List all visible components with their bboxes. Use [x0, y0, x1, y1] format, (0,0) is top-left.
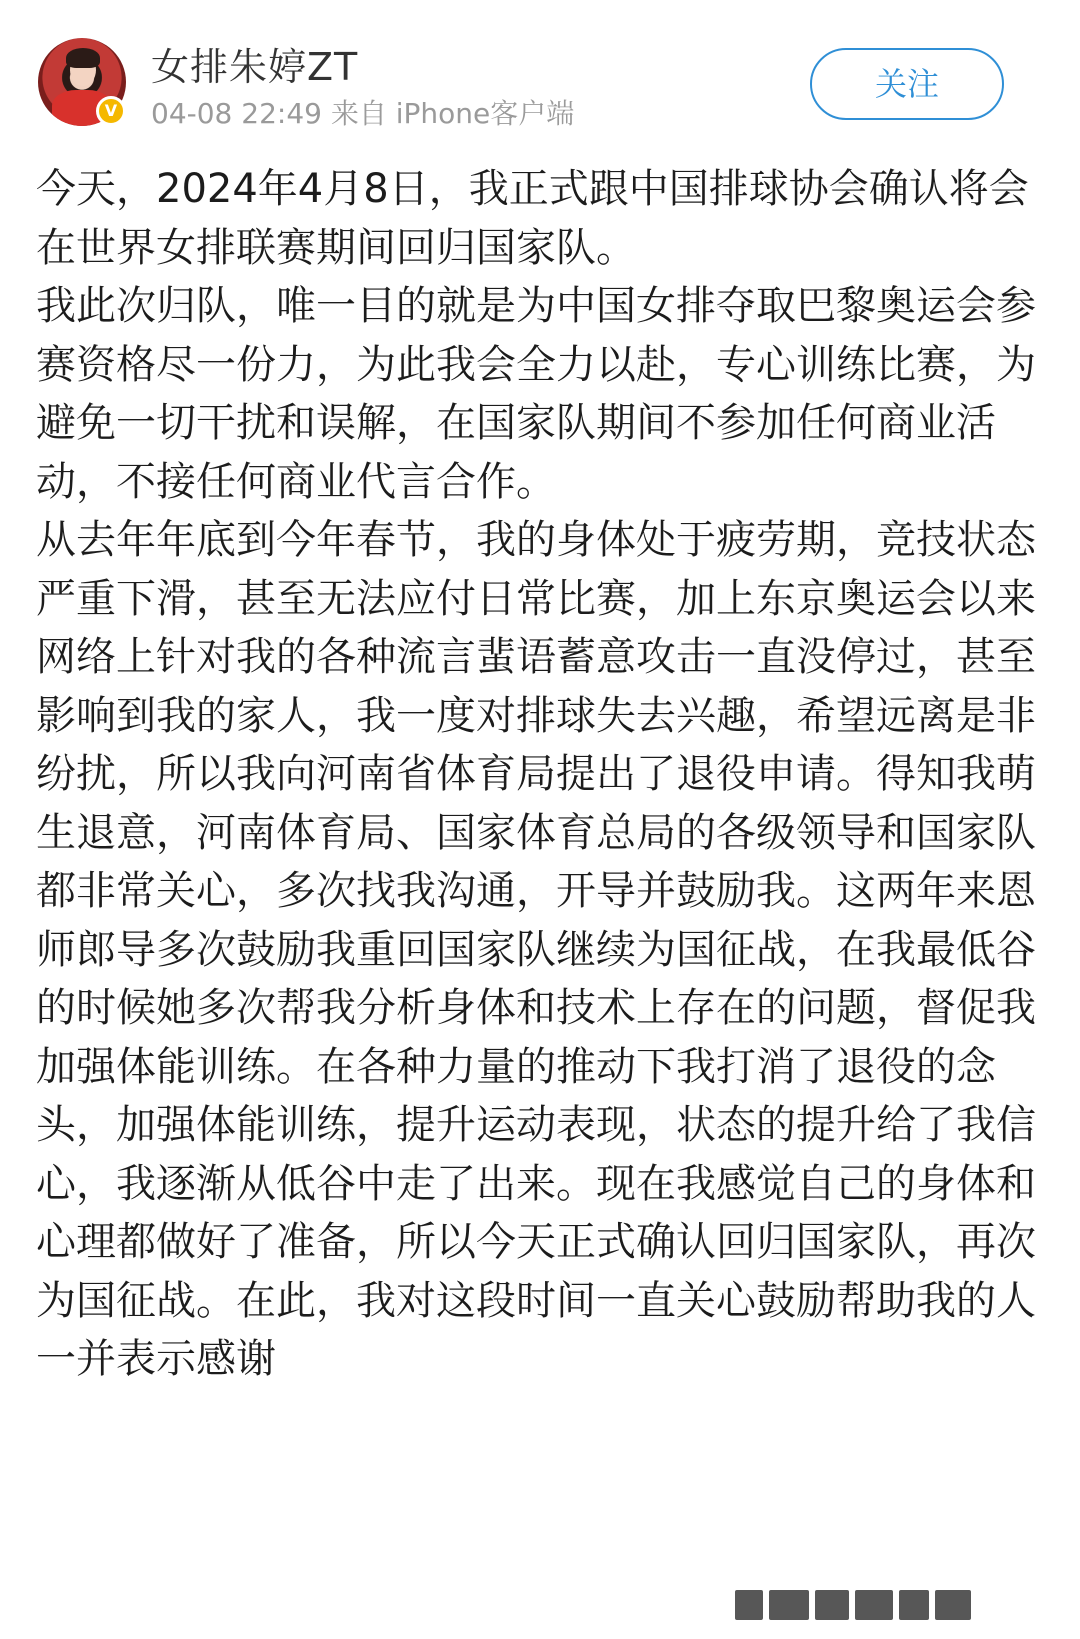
watermark-overlay: [735, 1584, 1055, 1626]
watermark-glyph: [899, 1590, 929, 1620]
post-paragraph: 从去年年底到今年春节，我的身体处于疲劳期，竞技状态严重下滑，甚至无法应付日常比赛，加上东京奥运会以来网络上针对我的各种流言蜚语蓄意攻击一直没停过，甚至影响到我的家人，我一度对排球失去兴趣，希望远离是非纷扰，所以我向河南省体育局提出了退役申请。得知我萌生退意，河南体育局、国家体育总局的各级领导和国家队都非常关心，多次找我沟通，开导并鼓励我。这两年来恩师郎导多次鼓励我重回国家队继续为国征战，在我最低谷的时候她多次帮我分析身体和技术上存在的问题，督促我加强体能训练。在各种力量的推动下我打消了退役的念头，加强体能训练，提升运动表现，状态的提升给了我信心，我逐渐从低谷中走了出来。现在我感觉自己的身体和心理都做好了准备，所以今天正式确认回归国家队，再次为国征战。在此，我对这段时间一直关心鼓励帮助我的人一并表示感谢: [36, 517, 1036, 1382]
watermark-glyph: [855, 1590, 893, 1620]
watermark-glyph: [935, 1590, 971, 1620]
watermark-glyph: [769, 1590, 809, 1620]
avatar-hair: [66, 48, 100, 68]
follow-button[interactable]: 关注: [810, 48, 1004, 120]
verified-badge-icon: V: [96, 96, 126, 126]
post-meta: 04-08 22:49 来自 iPhone客户端: [151, 97, 575, 130]
watermark-glyph: [735, 1590, 763, 1620]
post-paragraph: 今天，2024年4月8日，我正式跟中国排球协会确认将会在世界女排联赛期间回归国家队。: [36, 166, 1029, 271]
watermark-glyph: [815, 1590, 849, 1620]
username[interactable]: 女排朱婷ZT: [151, 45, 359, 89]
post-body: [36, 160, 1046, 1389]
post-header: [0, 0, 1080, 150]
post-paragraph: 我此次归队，唯一目的就是为中国女排夺取巴黎奥运会参赛资格尽一份力，为此我会全力以赴，专心训练比赛，为避免一切干扰和误解，在国家队期间不参加任何商业活动，不接任何商业代言合作。: [36, 283, 1036, 505]
